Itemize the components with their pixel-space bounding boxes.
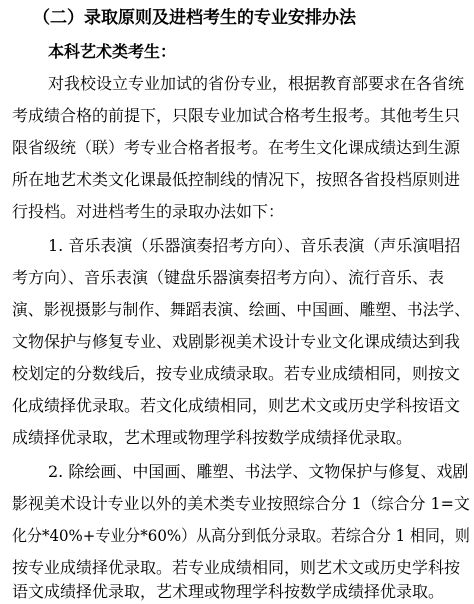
- paragraph-line: 影视美术设计专业以外的美术类专业按照综合分 1（综合分 1=文: [12, 494, 470, 513]
- paragraph-line: 对我校设立专业加试的省份专业，根据教育部要求在各省统: [48, 74, 465, 93]
- paragraph-line: 行投档。对进档考生的录取办法如下：: [12, 202, 285, 221]
- paragraph-line: 语文成绩择优录取，艺术理或物理学科按数学成绩择优录取。: [12, 582, 445, 601]
- paragraph-line: 校划定的分数线后，按专业成绩录取。若专业成绩相同，则按文: [12, 364, 461, 383]
- paragraph-line: 1. 音乐表演（乐器演奏招考方向）、音乐表演（声乐演唱招: [48, 236, 461, 255]
- paragraph-line: 限省级统（联）考专业合格者报考。在考生文化课成绩达到生源: [12, 138, 461, 157]
- section-heading: （二）录取原则及进档考生的专业安排办法: [33, 8, 356, 28]
- paragraph-line: 化分*40%+专业分*60%）从高分到低分录取。若综合分 1 相同，则: [12, 526, 470, 545]
- paragraph-line: 成绩择优录取，艺术理或物理学科按数学成绩择优录取。: [12, 428, 413, 447]
- paragraph-line: 2. 除绘画、中国画、雕塑、书法学、文物保护与修复、戏剧: [48, 462, 469, 481]
- paragraph-line: 按专业成绩择优录取。若专业成绩相同，则艺术文或历史学科按: [12, 558, 461, 577]
- subheading: 本科艺术类考生：: [48, 42, 177, 61]
- paragraph-line: 所在地艺术类文化课最低控制线的情况下，按照各省投档原则进: [12, 170, 461, 189]
- paragraph-line: 考成绩合格的前提下，只限专业加试合格考生报考。其他考生只: [12, 106, 461, 125]
- paragraph-line: 演、影视摄影与制作、舞蹈表演、绘画、中国画、雕塑、书法学、: [12, 300, 471, 319]
- paragraph-line: 化成绩择优录取。若文化成绩相同，则艺术文或历史学科按语文: [12, 396, 461, 415]
- paragraph-line: 考方向）、音乐表演（键盘乐器演奏招考方向）、流行音乐、表: [12, 268, 445, 287]
- paragraph-line: 文物保护与修复专业、戏剧影视美术设计专业文化课成绩达到我: [12, 332, 461, 351]
